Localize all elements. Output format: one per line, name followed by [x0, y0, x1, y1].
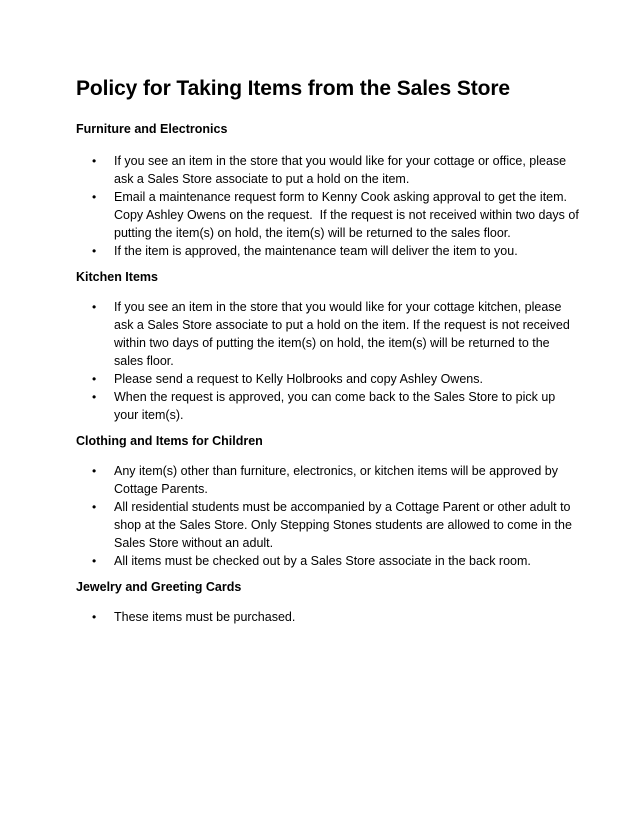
list-item-text: When the request is approved, you can come back to the Sales Store to pick up your item(s). [114, 390, 556, 422]
list-item [76, 552, 580, 570]
section-heading: Kitchen Items [76, 270, 158, 284]
list-item-text: Email a maintenance request form to Kenny Cook asking approval to get the item. Copy Ashley Owens on the request. If the request is not received within two days of putting the item(s) on hold, the item(s) will be returned to the sales floor. [114, 190, 583, 240]
section-clothing-children [76, 433, 580, 570]
section-heading: Furniture and Electronics [76, 122, 228, 136]
page-title: Policy for Taking Items from the Sales Store [76, 77, 510, 100]
bullet-icon: • [92, 300, 97, 314]
list-item-text: These items must be purchased. [114, 610, 296, 624]
section-jewelry-greeting-cards [76, 579, 580, 626]
section-kitchen-items [76, 269, 580, 424]
list-item [76, 498, 580, 552]
bullet-icon: • [92, 372, 97, 386]
bullet-icon: • [92, 554, 97, 568]
bullet-list [76, 608, 580, 626]
bullet-icon: • [92, 244, 97, 258]
bullet-icon: • [92, 464, 97, 478]
list-item [76, 370, 580, 388]
list-item-text: Please send a request to Kelly Holbrooks and copy Ashley Owens. [114, 372, 483, 386]
list-item [76, 152, 580, 188]
list-item [76, 388, 580, 424]
bullet-icon: • [92, 154, 97, 168]
list-item [76, 462, 580, 498]
bullet-list [76, 152, 583, 260]
list-item-text: Any item(s) other than furniture, electronics, or kitchen items will be approved by Cottage Parents. [114, 464, 558, 496]
list-item-text: All residential students must be accompanied by a Cottage Parent or other adult to shop at the Sales Store. Only Stepping Stones students are allowed to come in the Sales Store without an adult. [114, 500, 572, 550]
list-item [76, 298, 580, 370]
list-item-text: If the item is approved, the maintenance team will deliver the item to you. [114, 244, 518, 258]
bullet-list [76, 298, 580, 424]
list-item-text: If you see an item in the store that you would like for your cottage kitchen, please ask a Sales Store associate to put a hold on the item. If the request is not received within two days of putting the item(s) on hold, the item(s) will be returned to the sales floor. [114, 300, 570, 368]
list-item-text: If you see an item in the store that you would like for your cottage or office, please ask a Sales Store associate to put a hold on the item. [114, 154, 567, 186]
bullet-list [76, 462, 580, 570]
section-heading: Jewelry and Greeting Cards [76, 580, 242, 594]
section-furniture-electronics [76, 121, 583, 260]
bullet-icon: • [92, 500, 97, 514]
bullet-icon: • [92, 190, 97, 204]
list-item [76, 188, 583, 242]
list-item-text: All items must be checked out by a Sales Store associate in the back room. [114, 554, 531, 568]
list-item [76, 608, 580, 626]
section-heading: Clothing and Items for Children [76, 434, 263, 448]
bullet-icon: • [92, 390, 97, 404]
list-item [76, 242, 580, 260]
bullet-icon: • [92, 610, 97, 624]
